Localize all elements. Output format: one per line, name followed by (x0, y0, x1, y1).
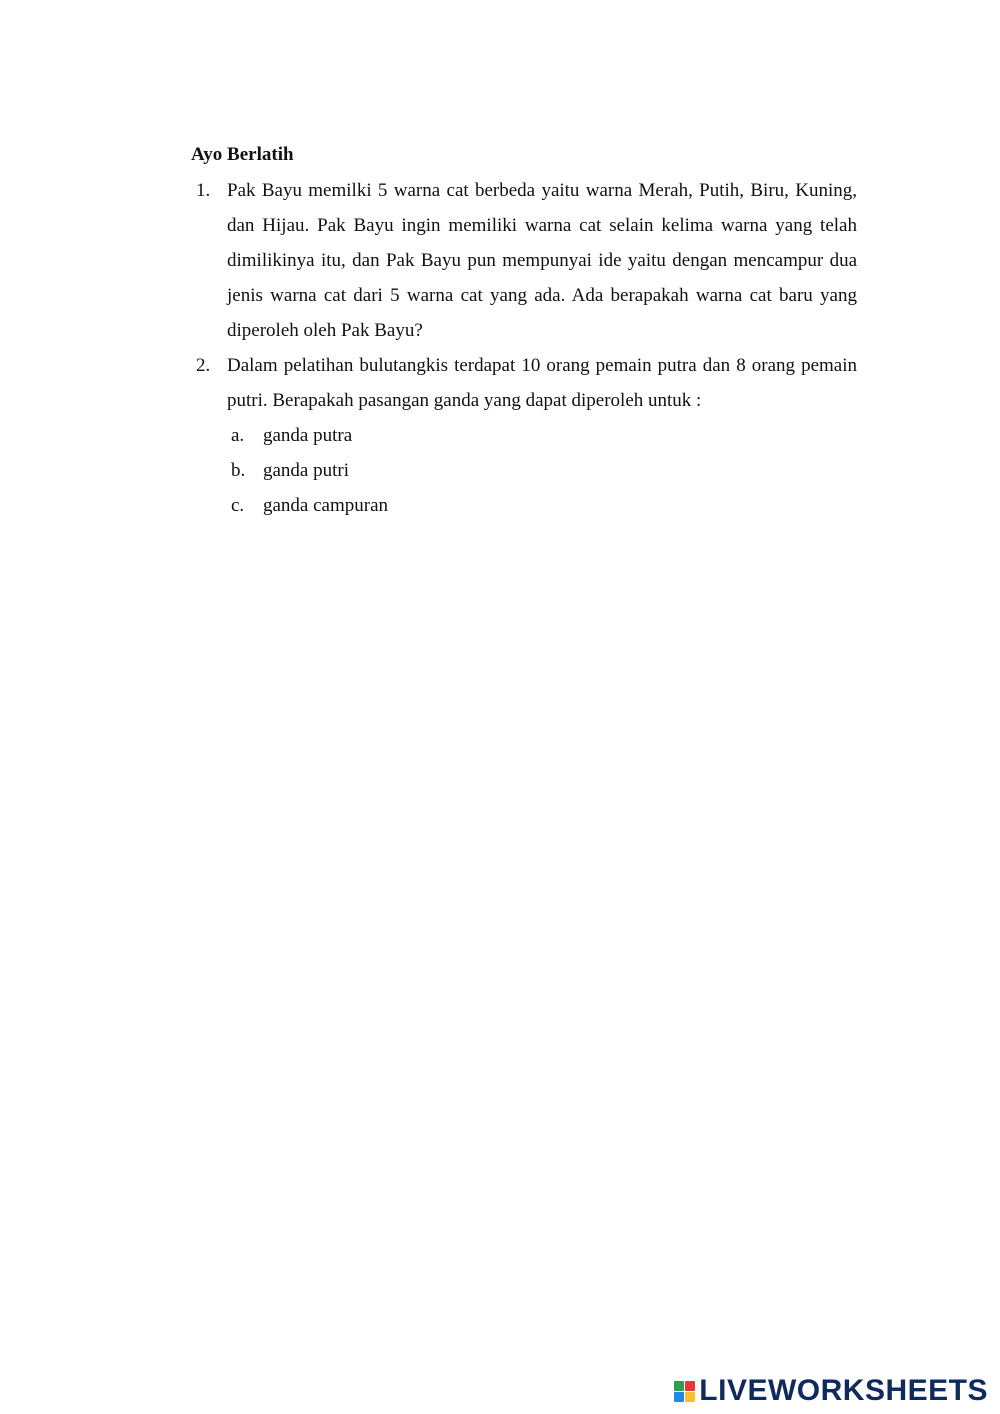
liveworksheets-logo-icon (674, 1381, 695, 1402)
question-text: Pak Bayu memilki 5 warna cat berbeda yaitu warna Merah, Putih, Biru, Kuning, dan Hijau. Pak Bayu ingin memiliki warna cat selain kelima warna yang telah dimilikinya itu, dan Pak Bayu pun mempunyai ide yaitu dengan mencampur dua jenis warna cat dari 5 warna cat yang ada. Ada berapakah warna cat baru yang diperoleh oleh Pak Bayu? (227, 180, 857, 341)
sub-question-a (227, 418, 857, 453)
watermark-text: LIVEWORKSHEETS (699, 1374, 988, 1407)
question-1 (191, 173, 857, 348)
question-2 (191, 348, 857, 523)
logo-tile (685, 1392, 695, 1402)
logo-tile (674, 1392, 684, 1402)
question-number: 2. (196, 355, 211, 376)
sub-question-b (227, 453, 857, 488)
sub-question-text: ganda putra (263, 425, 353, 446)
sub-question-letter: c. (231, 495, 245, 516)
sub-question-c (227, 488, 857, 523)
logo-tile (685, 1381, 695, 1391)
question-text: Dalam pelatihan bulutangkis terdapat 10 orang pemain putra dan 8 orang pemain putri. Berapakah pasangan ganda yang dapat diperoleh untuk : (227, 355, 857, 411)
logo-tile (674, 1381, 684, 1391)
sub-question-letter: a. (231, 425, 245, 446)
question-number: 1. (196, 180, 211, 201)
worksheet-content (191, 141, 857, 523)
sub-question-list (227, 418, 857, 523)
sub-question-text: ganda putri (263, 460, 350, 481)
sub-question-letter: b. (231, 460, 246, 481)
worksheet-heading: Ayo Berlatih (191, 144, 294, 165)
sub-question-text: ganda campuran (263, 495, 389, 516)
liveworksheets-watermark (674, 1374, 988, 1408)
